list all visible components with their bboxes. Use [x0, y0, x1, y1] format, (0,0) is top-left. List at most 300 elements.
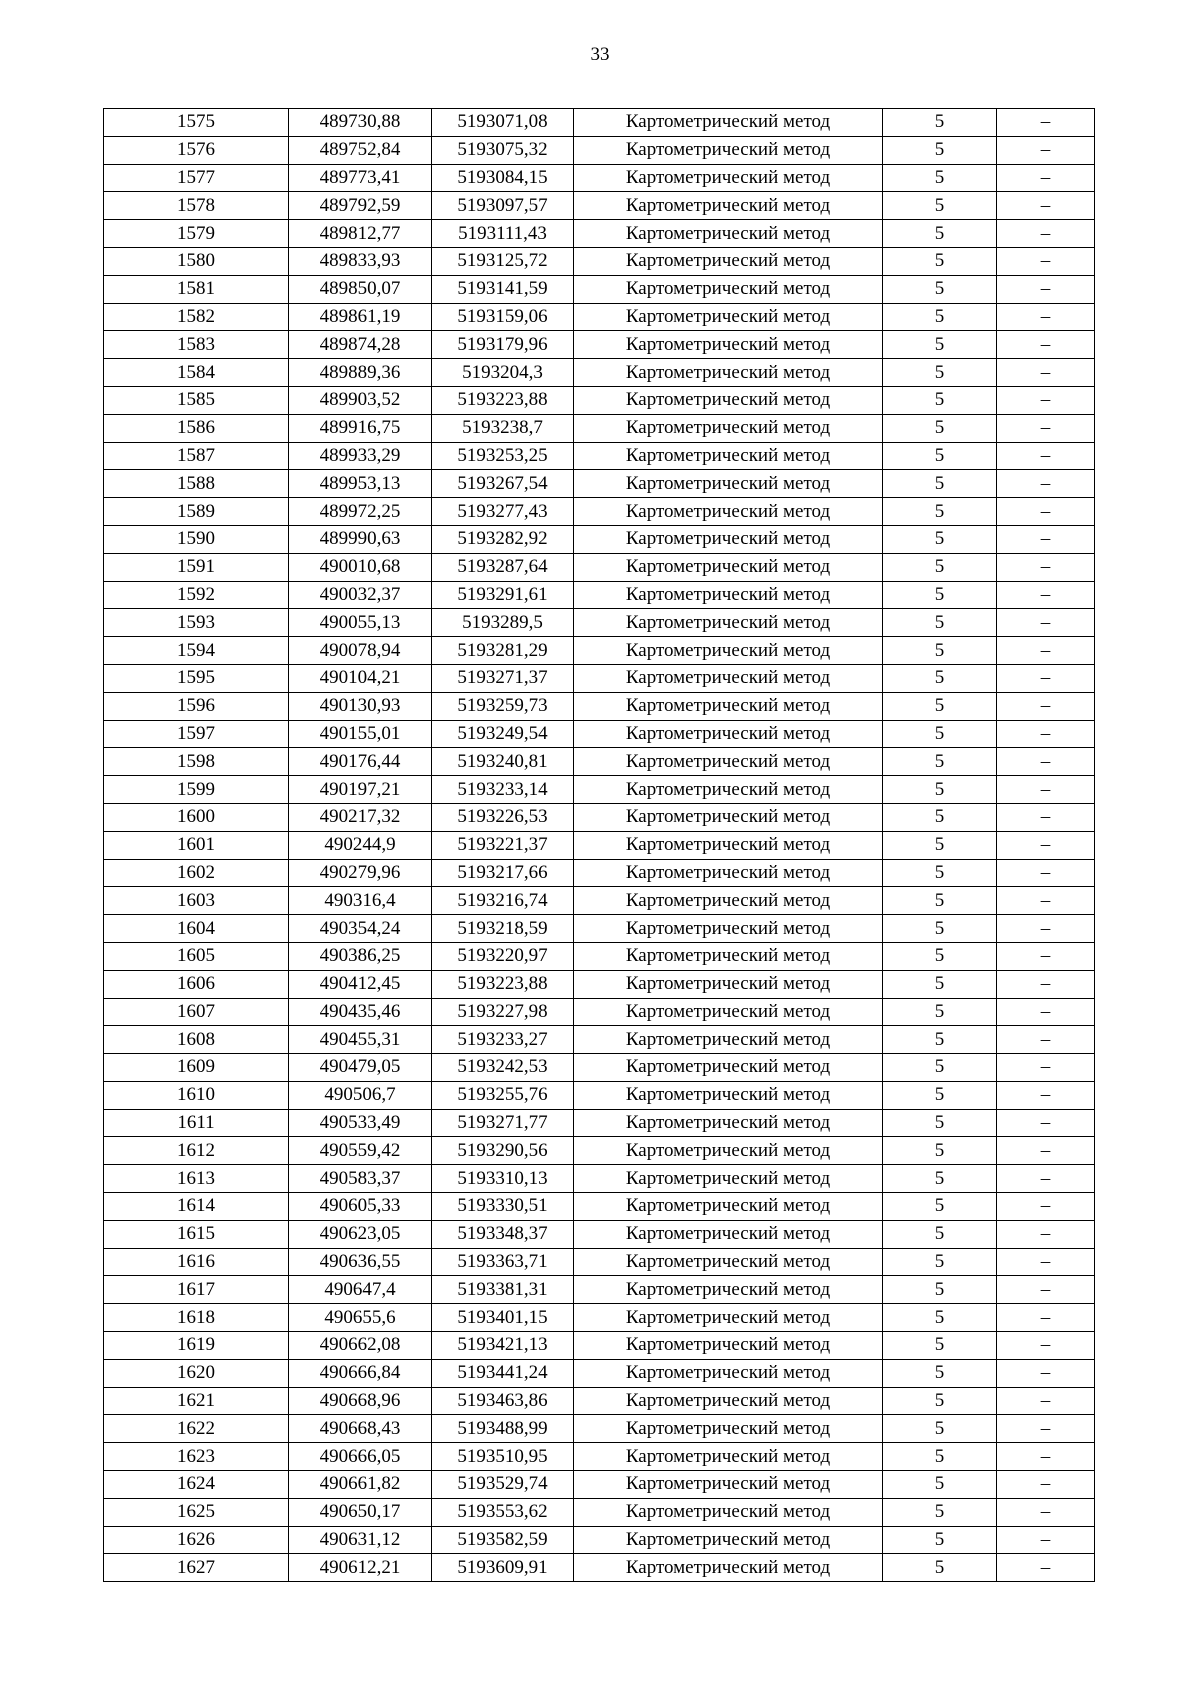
- point-number-cell: 1607: [104, 998, 289, 1026]
- method-cell: Картометрический метод: [574, 1443, 883, 1471]
- point-number-cell: 1602: [104, 859, 289, 887]
- table-row: [104, 1359, 1095, 1387]
- accuracy-cell: 5: [883, 776, 997, 804]
- x-coordinate-cell: 490010,68: [289, 553, 432, 581]
- table-row: [104, 831, 1095, 859]
- accuracy-cell: 5: [883, 859, 997, 887]
- x-coordinate-cell: 490533,49: [289, 1109, 432, 1137]
- x-coordinate-cell: 490386,25: [289, 942, 432, 970]
- point-number-cell: 1608: [104, 1026, 289, 1054]
- point-number-cell: 1619: [104, 1332, 289, 1360]
- y-coordinate-cell: 5193204,3: [432, 359, 574, 387]
- note-cell: –: [997, 720, 1095, 748]
- x-coordinate-cell: 490279,96: [289, 859, 432, 887]
- accuracy-cell: 5: [883, 1304, 997, 1332]
- table-row: [104, 1026, 1095, 1054]
- point-number-cell: 1611: [104, 1109, 289, 1137]
- accuracy-cell: 5: [883, 1359, 997, 1387]
- note-cell: –: [997, 1332, 1095, 1360]
- y-coordinate-cell: 5193179,96: [432, 331, 574, 359]
- note-cell: –: [997, 692, 1095, 720]
- x-coordinate-cell: 490583,37: [289, 1165, 432, 1193]
- method-cell: Картометрический метод: [574, 1359, 883, 1387]
- table-row: [104, 1554, 1095, 1582]
- accuracy-cell: 5: [883, 442, 997, 470]
- accuracy-cell: 5: [883, 247, 997, 275]
- y-coordinate-cell: 5193463,86: [432, 1387, 574, 1415]
- y-coordinate-cell: 5193240,81: [432, 748, 574, 776]
- note-cell: –: [997, 1304, 1095, 1332]
- table-row: [104, 442, 1095, 470]
- note-cell: –: [997, 887, 1095, 915]
- table-row: [104, 1193, 1095, 1221]
- point-number-cell: 1621: [104, 1387, 289, 1415]
- y-coordinate-cell: 5193238,7: [432, 414, 574, 442]
- table-row: [104, 1332, 1095, 1360]
- method-cell: Картометрический метод: [574, 414, 883, 442]
- accuracy-cell: 5: [883, 498, 997, 526]
- y-coordinate-cell: 5193271,77: [432, 1109, 574, 1137]
- y-coordinate-cell: 5193381,31: [432, 1276, 574, 1304]
- point-number-cell: 1613: [104, 1165, 289, 1193]
- method-cell: Картометрический метод: [574, 1387, 883, 1415]
- table-row: [104, 970, 1095, 998]
- note-cell: –: [997, 136, 1095, 164]
- x-coordinate-cell: 490605,33: [289, 1193, 432, 1221]
- method-cell: Картометрический метод: [574, 942, 883, 970]
- table-row: [104, 386, 1095, 414]
- accuracy-cell: 5: [883, 109, 997, 137]
- point-number-cell: 1627: [104, 1554, 289, 1582]
- method-cell: Картометрический метод: [574, 1081, 883, 1109]
- note-cell: –: [997, 942, 1095, 970]
- point-number-cell: 1626: [104, 1526, 289, 1554]
- method-cell: Картометрический метод: [574, 1471, 883, 1499]
- point-number-cell: 1581: [104, 275, 289, 303]
- note-cell: –: [997, 247, 1095, 275]
- table-row: [104, 692, 1095, 720]
- table-row: [104, 1137, 1095, 1165]
- y-coordinate-cell: 5193141,59: [432, 275, 574, 303]
- table-row: [104, 1276, 1095, 1304]
- x-coordinate-cell: 489792,59: [289, 192, 432, 220]
- accuracy-cell: 5: [883, 164, 997, 192]
- x-coordinate-cell: 490661,82: [289, 1471, 432, 1499]
- note-cell: –: [997, 831, 1095, 859]
- method-cell: Картометрический метод: [574, 303, 883, 331]
- table-row: [104, 1304, 1095, 1332]
- table-row: [104, 192, 1095, 220]
- note-cell: –: [997, 748, 1095, 776]
- method-cell: Картометрический метод: [574, 275, 883, 303]
- accuracy-cell: 5: [883, 942, 997, 970]
- method-cell: Картометрический метод: [574, 498, 883, 526]
- y-coordinate-cell: 5193097,57: [432, 192, 574, 220]
- y-coordinate-cell: 5193281,29: [432, 637, 574, 665]
- note-cell: –: [997, 303, 1095, 331]
- point-number-cell: 1577: [104, 164, 289, 192]
- method-cell: Картометрический метод: [574, 581, 883, 609]
- accuracy-cell: 5: [883, 1387, 997, 1415]
- accuracy-cell: 5: [883, 803, 997, 831]
- table-row: [104, 470, 1095, 498]
- x-coordinate-cell: 490197,21: [289, 776, 432, 804]
- note-cell: –: [997, 609, 1095, 637]
- point-number-cell: 1588: [104, 470, 289, 498]
- note-cell: –: [997, 1498, 1095, 1526]
- method-cell: Картометрический метод: [574, 470, 883, 498]
- method-cell: Картометрический метод: [574, 664, 883, 692]
- point-number-cell: 1596: [104, 692, 289, 720]
- table-row: [104, 220, 1095, 248]
- method-cell: Картометрический метод: [574, 609, 883, 637]
- table-row: [104, 1248, 1095, 1276]
- accuracy-cell: 5: [883, 1081, 997, 1109]
- table-row: [104, 1526, 1095, 1554]
- point-number-cell: 1604: [104, 915, 289, 943]
- accuracy-cell: 5: [883, 275, 997, 303]
- y-coordinate-cell: 5193271,37: [432, 664, 574, 692]
- point-number-cell: 1601: [104, 831, 289, 859]
- note-cell: –: [997, 1443, 1095, 1471]
- accuracy-cell: 5: [883, 998, 997, 1026]
- method-cell: Картометрический метод: [574, 1554, 883, 1582]
- x-coordinate-cell: 490055,13: [289, 609, 432, 637]
- y-coordinate-cell: 5193216,74: [432, 887, 574, 915]
- accuracy-cell: 5: [883, 1443, 997, 1471]
- accuracy-cell: 5: [883, 1526, 997, 1554]
- y-coordinate-cell: 5193111,43: [432, 220, 574, 248]
- y-coordinate-cell: 5193277,43: [432, 498, 574, 526]
- table-row: [104, 1387, 1095, 1415]
- table-row: [104, 803, 1095, 831]
- x-coordinate-cell: 490662,08: [289, 1332, 432, 1360]
- point-number-cell: 1622: [104, 1415, 289, 1443]
- accuracy-cell: 5: [883, 331, 997, 359]
- x-coordinate-cell: 490217,32: [289, 803, 432, 831]
- accuracy-cell: 5: [883, 414, 997, 442]
- table-row: [104, 1109, 1095, 1137]
- y-coordinate-cell: 5193290,56: [432, 1137, 574, 1165]
- accuracy-cell: 5: [883, 609, 997, 637]
- method-cell: Картометрический метод: [574, 1193, 883, 1221]
- point-number-cell: 1599: [104, 776, 289, 804]
- x-coordinate-cell: 490316,4: [289, 887, 432, 915]
- y-coordinate-cell: 5193233,14: [432, 776, 574, 804]
- point-number-cell: 1624: [104, 1471, 289, 1499]
- x-coordinate-cell: 490078,94: [289, 637, 432, 665]
- accuracy-cell: 5: [883, 1554, 997, 1582]
- method-cell: Картометрический метод: [574, 859, 883, 887]
- x-coordinate-cell: 490612,21: [289, 1554, 432, 1582]
- point-number-cell: 1618: [104, 1304, 289, 1332]
- accuracy-cell: 5: [883, 1054, 997, 1082]
- method-cell: Картометрический метод: [574, 970, 883, 998]
- table-row: [104, 303, 1095, 331]
- x-coordinate-cell: 490623,05: [289, 1220, 432, 1248]
- x-coordinate-cell: 489916,75: [289, 414, 432, 442]
- table-row: [104, 1498, 1095, 1526]
- x-coordinate-cell: 490559,42: [289, 1137, 432, 1165]
- table-row: [104, 1443, 1095, 1471]
- note-cell: –: [997, 1165, 1095, 1193]
- point-number-cell: 1587: [104, 442, 289, 470]
- x-coordinate-cell: 490130,93: [289, 692, 432, 720]
- method-cell: Картометрический метод: [574, 1415, 883, 1443]
- table-row: [104, 164, 1095, 192]
- x-coordinate-cell: 490650,17: [289, 1498, 432, 1526]
- point-number-cell: 1597: [104, 720, 289, 748]
- point-number-cell: 1586: [104, 414, 289, 442]
- method-cell: Картометрический метод: [574, 1137, 883, 1165]
- y-coordinate-cell: 5193488,99: [432, 1415, 574, 1443]
- table-row: [104, 942, 1095, 970]
- y-coordinate-cell: 5193221,37: [432, 831, 574, 859]
- page-number: 33: [590, 44, 610, 65]
- note-cell: –: [997, 1415, 1095, 1443]
- table-row: [104, 1054, 1095, 1082]
- note-cell: –: [997, 1387, 1095, 1415]
- y-coordinate-cell: 5193259,73: [432, 692, 574, 720]
- table-row: [104, 720, 1095, 748]
- point-number-cell: 1582: [104, 303, 289, 331]
- point-number-cell: 1595: [104, 664, 289, 692]
- point-number-cell: 1615: [104, 1220, 289, 1248]
- x-coordinate-cell: 490176,44: [289, 748, 432, 776]
- accuracy-cell: 5: [883, 970, 997, 998]
- y-coordinate-cell: 5193291,61: [432, 581, 574, 609]
- y-coordinate-cell: 5193125,72: [432, 247, 574, 275]
- accuracy-cell: 5: [883, 887, 997, 915]
- x-coordinate-cell: 489730,88: [289, 109, 432, 137]
- note-cell: –: [997, 164, 1095, 192]
- point-number-cell: 1593: [104, 609, 289, 637]
- x-coordinate-cell: 490666,84: [289, 1359, 432, 1387]
- point-number-cell: 1592: [104, 581, 289, 609]
- method-cell: Картометрический метод: [574, 359, 883, 387]
- point-number-cell: 1612: [104, 1137, 289, 1165]
- table-row: [104, 998, 1095, 1026]
- accuracy-cell: 5: [883, 359, 997, 387]
- x-coordinate-cell: 489861,19: [289, 303, 432, 331]
- note-cell: –: [997, 637, 1095, 665]
- x-coordinate-cell: 489889,36: [289, 359, 432, 387]
- method-cell: Картометрический метод: [574, 1026, 883, 1054]
- point-number-cell: 1616: [104, 1248, 289, 1276]
- table-row: [104, 331, 1095, 359]
- method-cell: Картометрический метод: [574, 136, 883, 164]
- method-cell: Картометрический метод: [574, 998, 883, 1026]
- x-coordinate-cell: 490354,24: [289, 915, 432, 943]
- y-coordinate-cell: 5193084,15: [432, 164, 574, 192]
- note-cell: –: [997, 1109, 1095, 1137]
- note-cell: –: [997, 1554, 1095, 1582]
- y-coordinate-cell: 5193075,32: [432, 136, 574, 164]
- x-coordinate-cell: 489752,84: [289, 136, 432, 164]
- x-coordinate-cell: 490647,4: [289, 1276, 432, 1304]
- note-cell: –: [997, 470, 1095, 498]
- x-coordinate-cell: 489874,28: [289, 331, 432, 359]
- accuracy-cell: 5: [883, 386, 997, 414]
- method-cell: Картометрический метод: [574, 442, 883, 470]
- method-cell: Картометрический метод: [574, 1332, 883, 1360]
- accuracy-cell: 5: [883, 637, 997, 665]
- note-cell: –: [997, 109, 1095, 137]
- note-cell: –: [997, 192, 1095, 220]
- accuracy-cell: 5: [883, 748, 997, 776]
- table-row: [104, 915, 1095, 943]
- note-cell: –: [997, 998, 1095, 1026]
- method-cell: Картометрический метод: [574, 1220, 883, 1248]
- table-row: [104, 859, 1095, 887]
- point-number-cell: 1609: [104, 1054, 289, 1082]
- point-number-cell: 1583: [104, 331, 289, 359]
- point-number-cell: 1589: [104, 498, 289, 526]
- accuracy-cell: 5: [883, 192, 997, 220]
- table-row: [104, 664, 1095, 692]
- table-row: [104, 1220, 1095, 1248]
- x-coordinate-cell: 490506,7: [289, 1081, 432, 1109]
- point-number-cell: 1617: [104, 1276, 289, 1304]
- accuracy-cell: 5: [883, 1220, 997, 1248]
- point-number-cell: 1580: [104, 247, 289, 275]
- method-cell: Картометрический метод: [574, 164, 883, 192]
- point-number-cell: 1600: [104, 803, 289, 831]
- note-cell: –: [997, 776, 1095, 804]
- note-cell: –: [997, 1054, 1095, 1082]
- method-cell: Картометрический метод: [574, 776, 883, 804]
- accuracy-cell: 5: [883, 1137, 997, 1165]
- method-cell: Картометрический метод: [574, 331, 883, 359]
- table-row: [104, 637, 1095, 665]
- x-coordinate-cell: 489972,25: [289, 498, 432, 526]
- y-coordinate-cell: 5193529,74: [432, 1471, 574, 1499]
- y-coordinate-cell: 5193071,08: [432, 109, 574, 137]
- table-row: [104, 887, 1095, 915]
- note-cell: –: [997, 1137, 1095, 1165]
- point-number-cell: 1625: [104, 1498, 289, 1526]
- y-coordinate-cell: 5193330,51: [432, 1193, 574, 1221]
- x-coordinate-cell: 490655,6: [289, 1304, 432, 1332]
- accuracy-cell: 5: [883, 1165, 997, 1193]
- y-coordinate-cell: 5193401,15: [432, 1304, 574, 1332]
- method-cell: Картометрический метод: [574, 553, 883, 581]
- note-cell: –: [997, 1526, 1095, 1554]
- note-cell: –: [997, 220, 1095, 248]
- table-row: [104, 553, 1095, 581]
- accuracy-cell: 5: [883, 664, 997, 692]
- accuracy-cell: 5: [883, 1276, 997, 1304]
- table-row: [104, 1165, 1095, 1193]
- y-coordinate-cell: 5193348,37: [432, 1220, 574, 1248]
- method-cell: Картометрический метод: [574, 192, 883, 220]
- accuracy-cell: 5: [883, 1415, 997, 1443]
- accuracy-cell: 5: [883, 220, 997, 248]
- accuracy-cell: 5: [883, 1193, 997, 1221]
- point-number-cell: 1603: [104, 887, 289, 915]
- note-cell: –: [997, 1248, 1095, 1276]
- method-cell: Картометрический метод: [574, 386, 883, 414]
- accuracy-cell: 5: [883, 720, 997, 748]
- x-coordinate-cell: 490666,05: [289, 1443, 432, 1471]
- point-number-cell: 1598: [104, 748, 289, 776]
- table-row: [104, 776, 1095, 804]
- table-row: [104, 1415, 1095, 1443]
- point-number-cell: 1585: [104, 386, 289, 414]
- y-coordinate-cell: 5193159,06: [432, 303, 574, 331]
- point-number-cell: 1594: [104, 637, 289, 665]
- note-cell: –: [997, 498, 1095, 526]
- method-cell: Картометрический метод: [574, 1109, 883, 1137]
- table-row: [104, 414, 1095, 442]
- method-cell: Картометрический метод: [574, 525, 883, 553]
- accuracy-cell: 5: [883, 1498, 997, 1526]
- table-row: [104, 247, 1095, 275]
- x-coordinate-cell: 490455,31: [289, 1026, 432, 1054]
- method-cell: Картометрический метод: [574, 1165, 883, 1193]
- x-coordinate-cell: 490435,46: [289, 998, 432, 1026]
- x-coordinate-cell: 489903,52: [289, 386, 432, 414]
- x-coordinate-cell: 490636,55: [289, 1248, 432, 1276]
- x-coordinate-cell: 489773,41: [289, 164, 432, 192]
- x-coordinate-cell: 490412,45: [289, 970, 432, 998]
- point-number-cell: 1578: [104, 192, 289, 220]
- table-row: [104, 136, 1095, 164]
- y-coordinate-cell: 5193233,27: [432, 1026, 574, 1054]
- x-coordinate-cell: 490479,05: [289, 1054, 432, 1082]
- coordinates-table-body: [104, 109, 1095, 1582]
- accuracy-cell: 5: [883, 1109, 997, 1137]
- y-coordinate-cell: 5193227,98: [432, 998, 574, 1026]
- table-row: [104, 109, 1095, 137]
- y-coordinate-cell: 5193242,53: [432, 1054, 574, 1082]
- x-coordinate-cell: 489850,07: [289, 275, 432, 303]
- method-cell: Картометрический метод: [574, 1526, 883, 1554]
- x-coordinate-cell: 490668,96: [289, 1387, 432, 1415]
- table-row: [104, 1081, 1095, 1109]
- y-coordinate-cell: 5193287,64: [432, 553, 574, 581]
- accuracy-cell: 5: [883, 1332, 997, 1360]
- note-cell: –: [997, 414, 1095, 442]
- method-cell: Картометрический метод: [574, 1304, 883, 1332]
- note-cell: –: [997, 859, 1095, 887]
- point-number-cell: 1620: [104, 1359, 289, 1387]
- table-row: [104, 609, 1095, 637]
- y-coordinate-cell: 5193582,59: [432, 1526, 574, 1554]
- accuracy-cell: 5: [883, 831, 997, 859]
- note-cell: –: [997, 359, 1095, 387]
- accuracy-cell: 5: [883, 525, 997, 553]
- note-cell: –: [997, 1220, 1095, 1248]
- point-number-cell: 1575: [104, 109, 289, 137]
- note-cell: –: [997, 970, 1095, 998]
- y-coordinate-cell: 5193510,95: [432, 1443, 574, 1471]
- y-coordinate-cell: 5193226,53: [432, 803, 574, 831]
- table-row: [104, 359, 1095, 387]
- y-coordinate-cell: 5193218,59: [432, 915, 574, 943]
- method-cell: Картометрический метод: [574, 748, 883, 776]
- y-coordinate-cell: 5193441,24: [432, 1359, 574, 1387]
- x-coordinate-cell: 489990,63: [289, 525, 432, 553]
- y-coordinate-cell: 5193217,66: [432, 859, 574, 887]
- accuracy-cell: 5: [883, 553, 997, 581]
- point-number-cell: 1590: [104, 525, 289, 553]
- point-number-cell: 1614: [104, 1193, 289, 1221]
- y-coordinate-cell: 5193249,54: [432, 720, 574, 748]
- y-coordinate-cell: 5193310,13: [432, 1165, 574, 1193]
- y-coordinate-cell: 5193220,97: [432, 942, 574, 970]
- note-cell: –: [997, 525, 1095, 553]
